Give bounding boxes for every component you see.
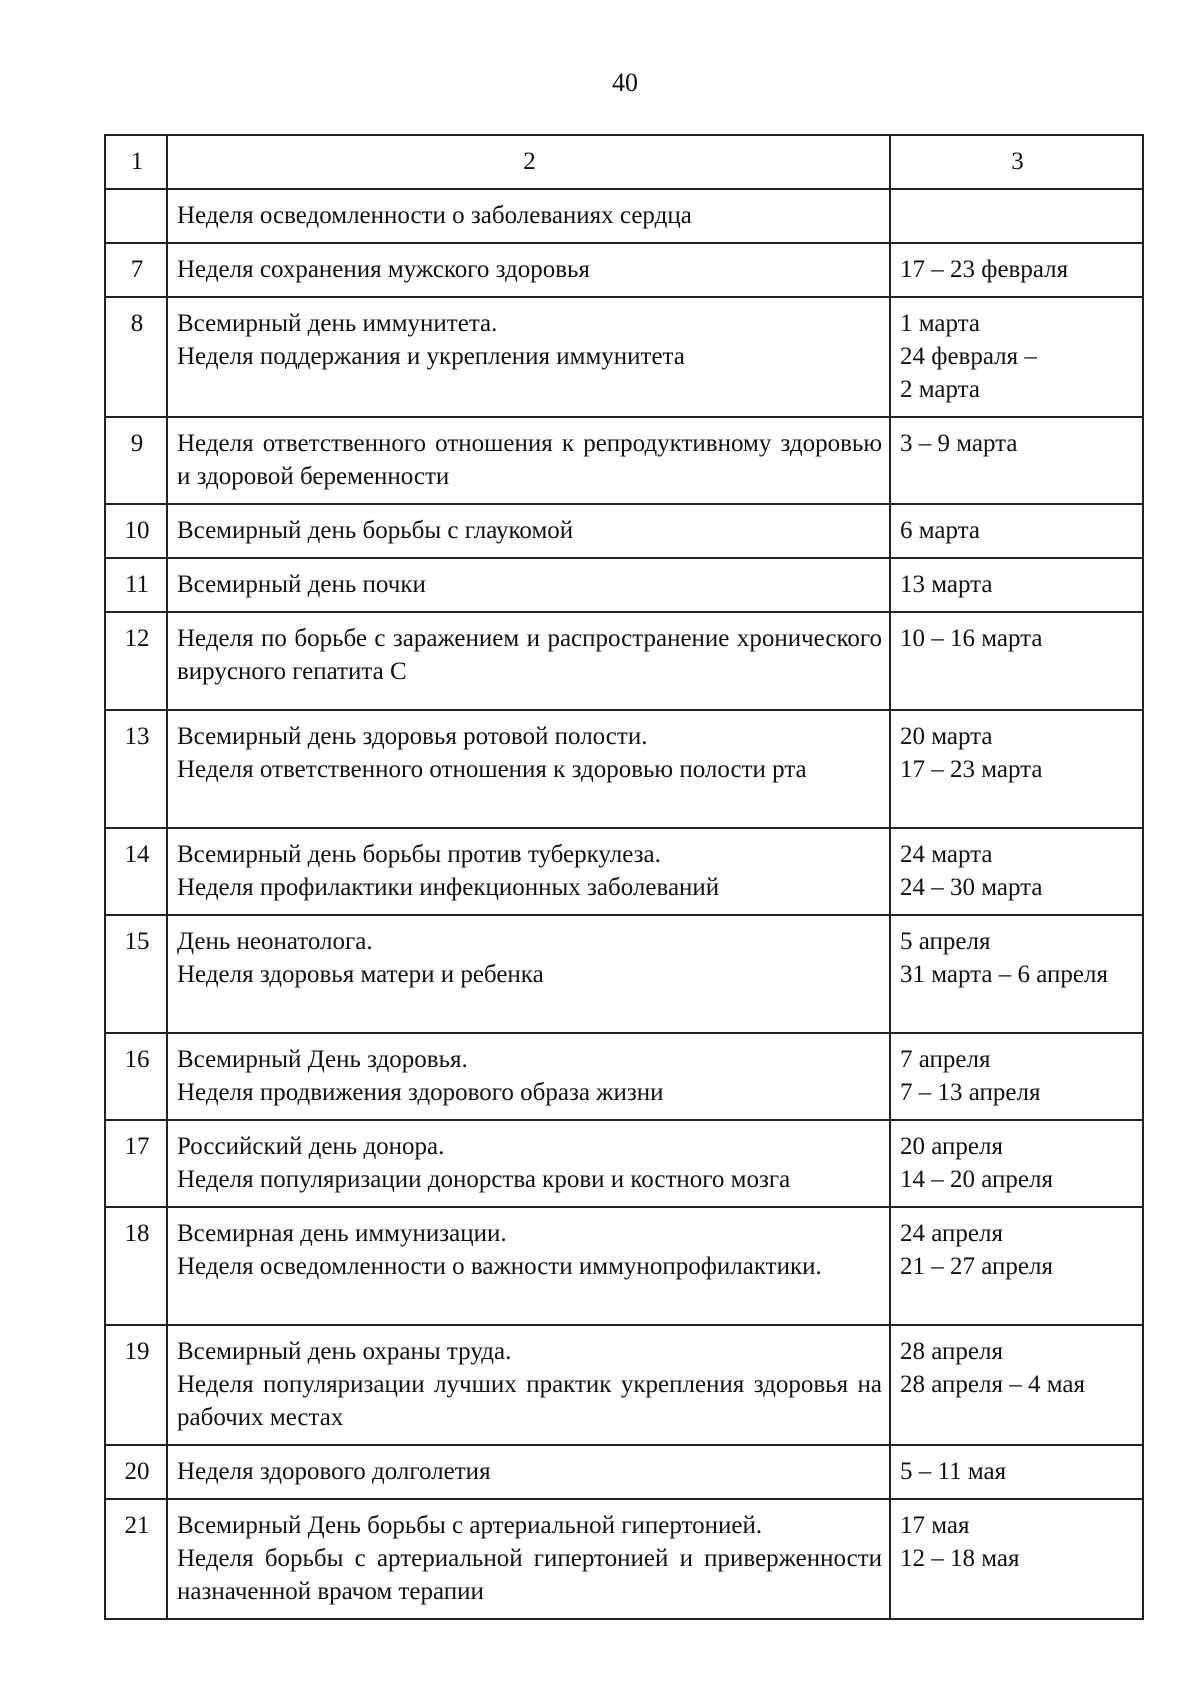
row-number: 20 [105, 1445, 167, 1499]
event-date [890, 417, 1143, 504]
event-date-line: 5 апреля [900, 928, 991, 955]
row-number: 21 [105, 1499, 167, 1619]
event-date-line: 14 – 20 апреля [900, 1166, 1053, 1193]
event-date [890, 828, 1143, 915]
table-row [105, 1445, 1143, 1499]
event-name [167, 710, 890, 828]
event-date [890, 710, 1143, 828]
event-date-line: 13 марта [900, 571, 993, 598]
event-name-line: Неделя ответственного отношения к репродуктивному здоровью и здоровой беременности [177, 430, 882, 490]
event-date-line: 17 – 23 марта [900, 756, 1043, 783]
event-name-line: Всемирный День борьбы с артериальной гипертонией. [177, 1512, 763, 1539]
header-col-2: 2 [167, 135, 890, 189]
event-name [167, 828, 890, 915]
event-date-line: 21 – 27 апреля [900, 1253, 1053, 1280]
table-row [105, 558, 1143, 612]
event-name [167, 915, 890, 1033]
row-number: 17 [105, 1120, 167, 1207]
event-date [890, 915, 1143, 1033]
event-date-line: 17 – 23 февраля [900, 256, 1069, 283]
event-date-line: 17 мая [900, 1512, 970, 1539]
table-row [105, 915, 1143, 1033]
event-date [890, 243, 1143, 297]
table-row [105, 828, 1143, 915]
event-name-line: Неделя здоровья матери и ребенка [177, 961, 544, 988]
event-date-line: 5 – 11 мая [900, 1458, 1007, 1485]
event-name-line: Неделя продвижения здорового образа жизни [177, 1079, 664, 1106]
event-name [167, 1207, 890, 1325]
table-body [105, 189, 1143, 1619]
event-name-line: Неделя борьбы с артериальной гипертонией и приверженности назначенной врачом терапии [177, 1545, 882, 1605]
event-date [890, 297, 1143, 417]
event-name-line: Всемирный день борьбы против туберкулеза. [177, 841, 661, 868]
event-date [890, 1445, 1143, 1499]
event-name-line: Неделя ответственного отношения к здоровью полости рта [177, 756, 807, 783]
event-date [890, 1120, 1143, 1207]
event-date [890, 1033, 1143, 1120]
row-number: 8 [105, 297, 167, 417]
event-date-line: 28 апреля [900, 1338, 1003, 1365]
event-name-line: Российский день донора. [177, 1133, 445, 1160]
event-date-line: 1 марта [900, 310, 980, 337]
event-name [167, 1499, 890, 1619]
event-name [167, 1033, 890, 1120]
table-row [105, 297, 1143, 417]
row-number: 11 [105, 558, 167, 612]
event-name [167, 189, 890, 243]
event-date [890, 558, 1143, 612]
event-date-line: 6 марта [900, 517, 980, 544]
event-name-line: Неделя профилактики инфекционных заболеваний [177, 874, 720, 901]
event-name-line: Неделя осведомленности о заболеваниях сердца [177, 202, 692, 229]
event-date [890, 1499, 1143, 1619]
event-date-line: 7 апреля [900, 1046, 991, 1073]
event-date-line: 2 марта [900, 376, 980, 403]
table-row [105, 189, 1143, 243]
event-date-line: 24 – 30 марта [900, 874, 1043, 901]
header-col-3: 3 [890, 135, 1143, 189]
event-date [890, 1207, 1143, 1325]
table-row [105, 1120, 1143, 1207]
event-name [167, 417, 890, 504]
row-number: 19 [105, 1325, 167, 1445]
event-date-line: 31 марта – 6 апреля [900, 961, 1108, 988]
event-date-line: 24 апреля [900, 1220, 1003, 1247]
event-name-line: Всемирный день почки [177, 571, 426, 598]
event-date [890, 504, 1143, 558]
event-date [890, 189, 1143, 243]
event-name-line: Неделя сохранения мужского здоровья [177, 256, 590, 283]
page-number: 40 [612, 68, 638, 97]
event-name [167, 1445, 890, 1499]
event-name-line: Неделя по борьбе с заражением и распространение хронического вирусного гепатита С [177, 625, 882, 685]
table-row [105, 612, 1143, 710]
row-number: 12 [105, 612, 167, 710]
event-name-line: Всемирный День здоровья. [177, 1046, 468, 1073]
row-number [105, 189, 167, 243]
event-name-line: Всемирный день здоровья ротовой полости. [177, 723, 648, 750]
event-date-line: 10 – 16 марта [900, 625, 1043, 652]
event-name-line: Неделя осведомленности о важности иммунопрофилактики. [177, 1253, 822, 1280]
event-name [167, 243, 890, 297]
event-name-line: Неделя популяризации лучших практик укрепления здоровья на рабочих местах [177, 1371, 882, 1431]
table-row [105, 1033, 1143, 1120]
event-date [890, 1325, 1143, 1445]
event-date [890, 612, 1143, 710]
event-date-line: 20 апреля [900, 1133, 1003, 1160]
header-col-1: 1 [105, 135, 167, 189]
row-number: 7 [105, 243, 167, 297]
event-name-line: Всемирный день борьбы с глаукомой [177, 517, 574, 544]
row-number: 14 [105, 828, 167, 915]
table-row [105, 710, 1143, 828]
event-date-line: 24 февраля – [900, 343, 1037, 370]
event-name-line: Неделя поддержания и укрепления иммунитета [177, 343, 685, 370]
event-name-line: День неонатолога. [177, 928, 373, 955]
event-date-line: 7 – 13 апреля [900, 1079, 1041, 1106]
event-name-line: Неделя здорового долголетия [177, 1458, 491, 1485]
row-number: 16 [105, 1033, 167, 1120]
event-name-line: Всемирный день охраны труда. [177, 1338, 512, 1365]
table-row [105, 243, 1143, 297]
event-date-line: 24 марта [900, 841, 993, 868]
event-name-line: Неделя популяризации донорства крови и костного мозга [177, 1166, 791, 1193]
event-name [167, 1120, 890, 1207]
table-row [105, 417, 1143, 504]
event-name [167, 504, 890, 558]
event-name [167, 558, 890, 612]
table-row [105, 1325, 1143, 1445]
table-header-row [105, 135, 1143, 189]
event-name [167, 1325, 890, 1445]
row-number: 13 [105, 710, 167, 828]
event-date-line: 3 – 9 марта [900, 430, 1018, 457]
events-table [104, 134, 1144, 1620]
event-name [167, 612, 890, 710]
row-number: 18 [105, 1207, 167, 1325]
table-row [105, 1499, 1143, 1619]
row-number: 10 [105, 504, 167, 558]
event-name-line: Всемирный день иммунитета. [177, 310, 498, 337]
row-number: 9 [105, 417, 167, 504]
table-row [105, 1207, 1143, 1325]
event-date-line: 12 – 18 мая [900, 1545, 1020, 1572]
row-number: 15 [105, 915, 167, 1033]
event-date-line: 20 марта [900, 723, 993, 750]
event-name-line: Всемирная день иммунизации. [177, 1220, 507, 1247]
event-date-line: 28 апреля – 4 мая [900, 1371, 1085, 1398]
event-name [167, 297, 890, 417]
table-row [105, 504, 1143, 558]
